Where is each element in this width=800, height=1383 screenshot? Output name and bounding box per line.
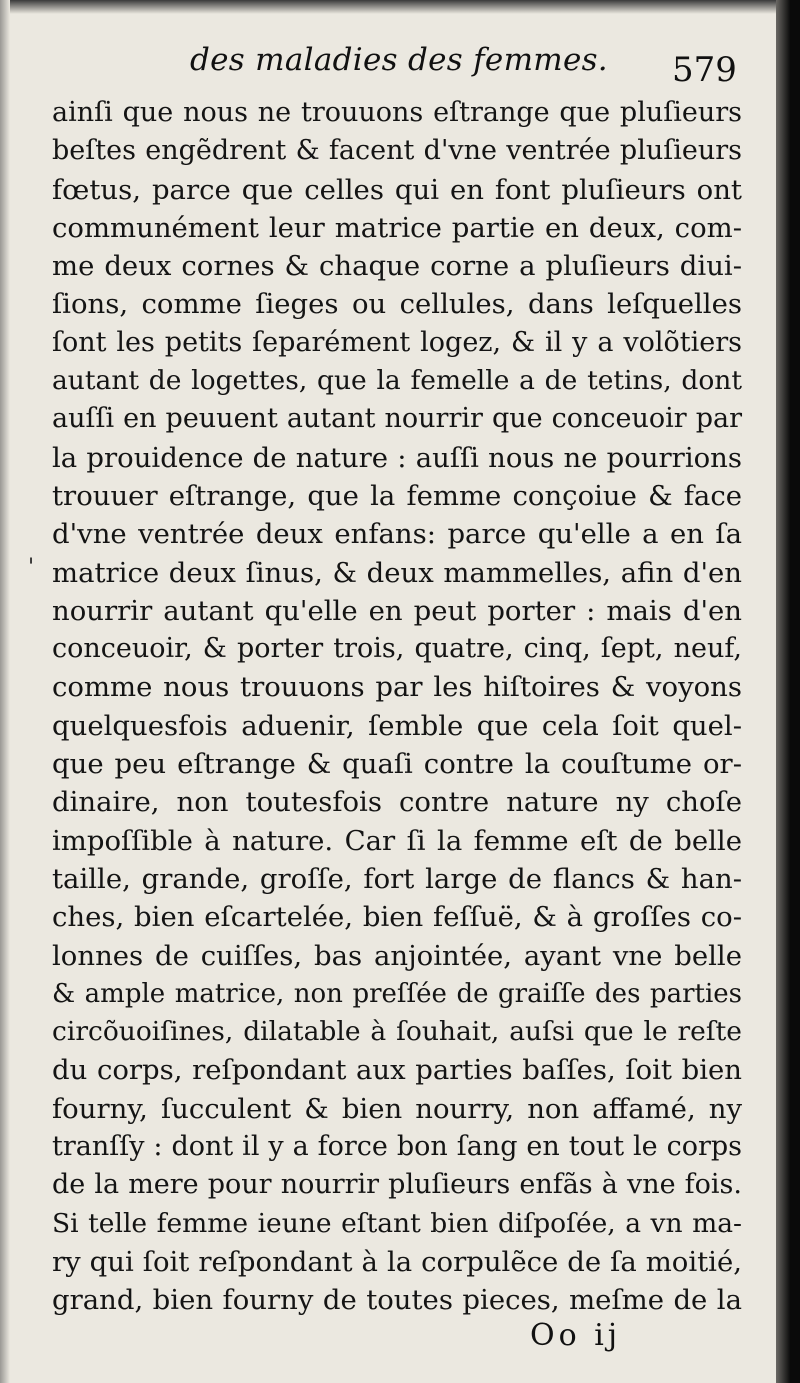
text-line: fourny, ſucculent & bien nourry, non affamé, ny [52,1092,742,1125]
text-line: autant de logettes, que la femelle a de tetins, dont [52,365,742,397]
text-line: que peu eſtrange & quaſi contre la couſtume or- [52,748,742,781]
text-line: ry qui ſoit reſpondant à la corpulẽce de ſa moitié, [52,1245,742,1278]
text-line: ſions, comme ſieges ou cellules, dans leſquelles [52,288,742,321]
text-line: nourrir autant qu'elle en peut porter : mais d'en [52,594,742,627]
text-line: communément leur matrice partie en deux, com- [52,211,742,244]
text-line: dinaire, non toutesfois contre nature ny choſe [52,786,742,819]
text-line: conceuoir, & porter trois, quatre, cinq, ſept, neuf, [52,633,742,665]
text-line: taille, grande, groſſe, fort large de flancs & han- [52,862,742,895]
text-line: impoſſible à nature. Car ſi la femme eſt de belle [52,824,742,857]
text-line: & ample matrice, non preſſée de graiſſe des parties [52,978,742,1009]
text-line: grand, bien fourny de toutes pieces, meſme de la [52,1284,742,1317]
text-line: Si telle femme ieune eſtant bien diſpoſée, a vn ma- [52,1207,742,1239]
scan-edge-top [0,0,800,14]
text-line: quelquesfois aduenir, ſemble que cela ſoit quel- [52,709,742,742]
text-line: tranſſy : dont il y a force bon ſang en tout le corps [52,1131,742,1163]
text-line: matrice deux ſinus, & deux mammelles, afin d'en [52,556,742,589]
text-line: circõuoiſines, dilatable à ſouhait, auſsi que le reſte [52,1016,742,1048]
text-line: trouuer eſtrange, que la femme conçoiue & face [52,479,742,512]
signature-mark: Oo ij [530,1318,622,1353]
text-line: beſtes engẽdrent & facent d'vne ventrée pluſieurs [52,135,742,167]
margin-mark: ' [28,555,35,580]
running-title: des maladies des femmes. [190,42,608,78]
text-line: de la mere pour nourrir pluſieurs enfãs à vne fois. [52,1169,742,1201]
text-line: comme nous trouuons par les hiſtoires & voyons [52,671,742,704]
body-text [52,94,742,1320]
text-line: ches, bien eſcartelée, bien feſſuë, & à groſſes co- [52,901,742,934]
text-line: la prouidence de nature : auſſi nous ne pourrions [52,441,742,474]
text-line: ainſi que nous ne trouuons eſtrange que pluſieurs [52,97,742,128]
text-line: d'vne ventrée deux enfans: parce qu'elle a en ſa [52,518,742,551]
scan-edge-left [0,0,10,1383]
page-number: 579 [672,50,737,90]
scan-edge-right [776,0,800,1383]
text-line: auſſi en peuuent autant nourrir que conceuoir par [52,403,742,435]
text-line: fœtus, parce que celles qui en font pluſieurs ont [52,173,742,206]
text-line: du corps, reſpondant aux parties baſſes, ſoit bien [52,1054,742,1087]
text-line: lonnes de cuiſſes, bas anjointée, ayant vne belle [52,939,742,972]
text-line: ſont les petits ſeparément logez, & il y a volõtiers [52,326,742,358]
text-line: me deux cornes & chaque corne a pluſieurs diui- [52,250,742,283]
